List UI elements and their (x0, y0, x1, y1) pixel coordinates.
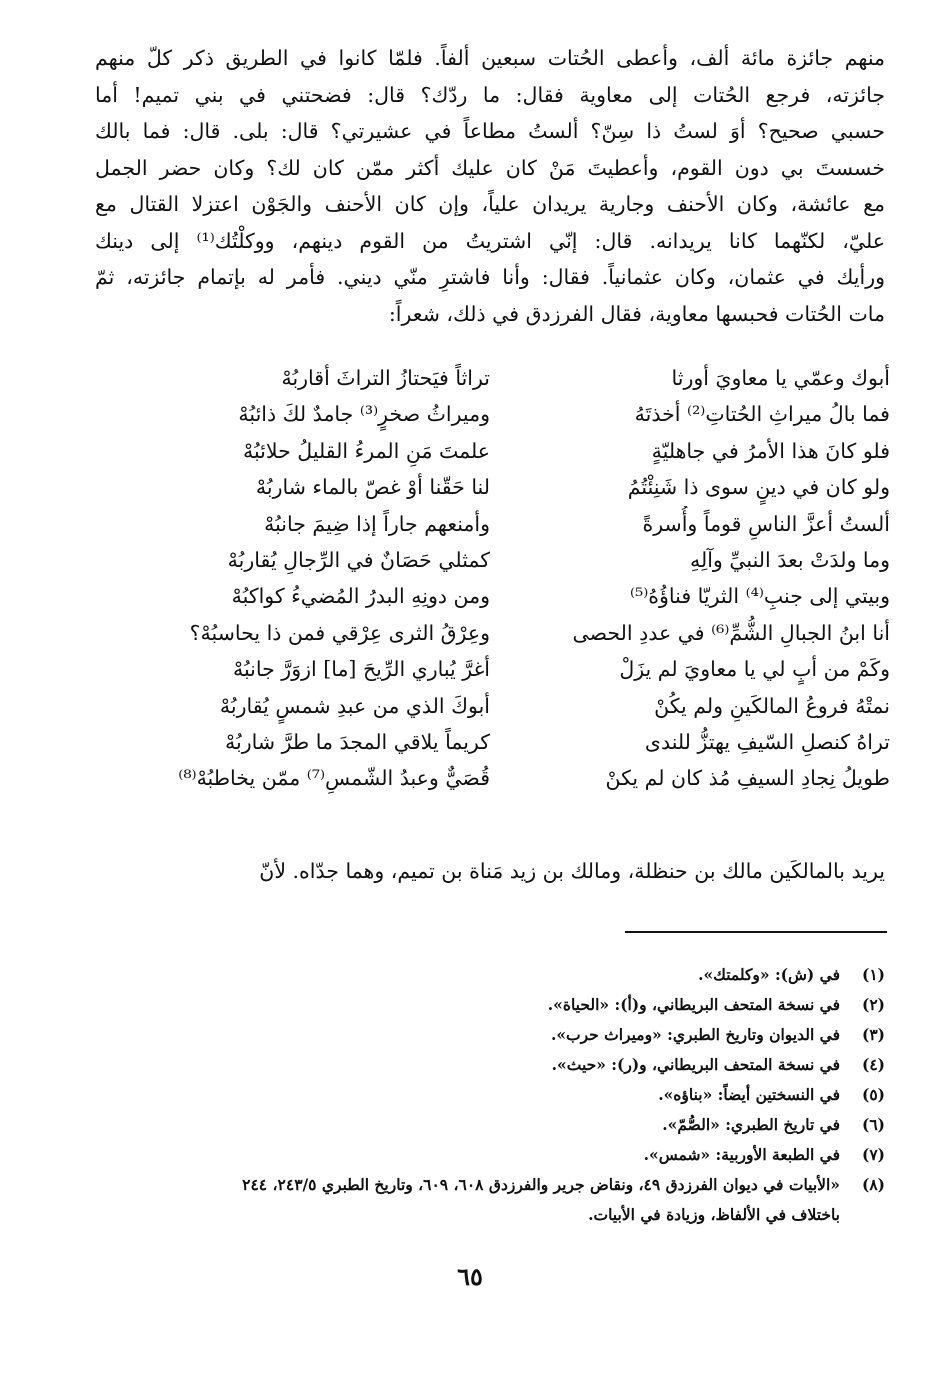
footnote-text: «الأبيات في ديوان الفرزدق ٤٩، ونقاض جرير والفرزدق ٦٠٨، ٦٠٩، وتاريخ الطبري ٢٤٣/٥، ٢٤٤ (242, 1175, 840, 1194)
poem-verse (130, 651, 890, 687)
footnote-text: في الديوان وتاريخ الطبري: «وميراث حرب». (550, 1025, 840, 1044)
prose-line: حسبي صحيح؟ أوَ لستُ ذا سِنّ؟ ألستُ مطاعاً في عشيرتي؟ قال: بلى. قال: فما بالك (95, 119, 885, 143)
verse-first-hemistich: نمتْهُ فروعُ المالكَينِ ولم يكُنْ (654, 693, 890, 718)
poem-verse (130, 760, 890, 796)
poem-verse (130, 615, 890, 651)
verse-first-hemistich: وما ولدَتْ بعدَ النبيِّ وآلِهِ (690, 547, 890, 572)
poem-verse (130, 724, 890, 760)
footnote-number: (٥) (861, 1085, 885, 1104)
verse-second-hemistich: وأمنعهم جاراً إذا ضِيمَ جانبُهْ (264, 511, 490, 536)
poem-verse (130, 396, 890, 432)
footnote-number: (٢) (861, 995, 885, 1014)
verse-first-hemistich: تراهُ كنصلِ السّيفِ يهتزُّ للندى (644, 729, 890, 754)
prose-paragraph (95, 40, 885, 332)
poem-verse (130, 542, 890, 578)
verse-first-hemistich: فما بالُ ميراثِ الحُتاتِ⁽²⁾ أخذتَهُ (634, 402, 890, 427)
verse-second-hemistich: أبوكَ الذي من عبدِ شمسٍ يُقاربُهْ (219, 693, 490, 718)
footnotes (80, 960, 885, 1230)
footnote-number: (١) (861, 965, 885, 984)
closing-prose-line: يريد بالمالكَين مالك بن حنظلة، ومالك بن زيد مَناة بن تميم، وهما جدّاه. لأنّ (259, 859, 885, 883)
prose-line: مات الحُتات فحبسها معاوية، فقال الفرزدق في ذلك، شعراً: (388, 301, 885, 326)
verse-second-hemistich: أغرَّ يُباري الرِّيحَ [ما] ازوَرَّ جانبُهْ (232, 657, 490, 682)
verse-second-hemistich: لنا حَقّنا أوْ غصّ بالماء شاربُهْ (255, 475, 490, 500)
prose-line: عليّ، لكنّهما كانا يريدانه. قال: إنّي اشتريتُ من القوم دينهم، ووكلْتُك⁽¹⁾ إلى دينك (95, 228, 885, 253)
prose-line: مع عائشة، وكان الأحنف وجارية يريدان علياً، وإن كان الأحنف والجَوْن اعتزلا القتال مع (95, 192, 885, 216)
footnote-number: (٧) (861, 1145, 885, 1164)
verse-second-hemistich: علمتَ مَنِ المرءُ القليلُ حلائبُهْ (243, 438, 490, 463)
footnote-text: في النسختين أيضاً: «بناؤه». (658, 1085, 840, 1104)
footnote (80, 1080, 885, 1110)
verse-first-hemistich: ألستُ أعزَّ الناسِ قوماً وأُسرةً (642, 511, 890, 536)
prose-line: ورأيك في عثمان، وكان عثمانياً. فقال: وأنا فاشترِ منّي ديني. فأمر له بإتمام جائزته، ثمّ (95, 265, 885, 289)
footnote-number (840, 1200, 885, 1230)
verse-second-hemistich: كمثلي حَصَانٌ في الرِّجالِ يُقاربُهْ (227, 547, 490, 572)
footnote-separator (625, 931, 887, 933)
footnote-text: في الطبعة الأوربية: «شمس». (643, 1145, 840, 1164)
footnote-number: (٣) (861, 1025, 885, 1044)
verse-first-hemistich: أنا ابنُ الجبالِ الشُّمِّ⁽⁶⁾ في عددِ الحصى (572, 620, 890, 645)
footnote (80, 960, 885, 990)
verse-second-hemistich: وعِرْقُ الثرى عِرْقي فمن ذا يحاسبُهْ؟ (189, 620, 490, 645)
verse-first-hemistich: فلو كانَ هذا الأمرُ في جاهليّةٍ (651, 438, 890, 463)
verse-first-hemistich: وكَمْ من أبٍ لي يا معاويَ لم يزَلْ (619, 657, 890, 682)
poem-verse (130, 688, 890, 724)
poem-verse (130, 433, 890, 469)
verse-second-hemistich: ومن دونِهِ البدرُ المُضيءُ كواكبُهْ (231, 584, 490, 609)
page-number: ٦٥ (457, 1262, 483, 1291)
footnote-text: في نسخة المتحف البريطاني، و(ر): «حيث». (551, 1055, 840, 1074)
footnote-number: (٤) (861, 1055, 885, 1074)
poem-verse (130, 506, 890, 542)
footnote-number: (٦) (861, 1115, 885, 1134)
prose-line: جائزته، فرجع الحُتات إلى معاوية فقال: ما ردّك؟ قال: فضحتني في بني تميم! أما (95, 82, 885, 107)
prose-line: منهم جائزة مائة ألف، وأعطى الحُتات سبعين ألفاً. فلمّا كانوا في الطريق ذكر كلّ منهم (95, 46, 885, 70)
footnote (80, 1170, 885, 1200)
verse-second-hemistich: وميراثُ صخرٍ⁽³⁾ جامدٌ لكَ ذائبُهْ (238, 402, 490, 427)
verse-second-hemistich: قُصَيٌّ وعبدُ الشّمسِ⁽⁷⁾ ممّن يخاطبُهْ⁽⁸⁾ (178, 766, 490, 791)
verse-second-hemistich: كريماً يلاقي المجدَ ما طرَّ شاربُهْ (225, 729, 490, 754)
poem-verse (130, 578, 890, 614)
poem (130, 360, 890, 797)
footnote (80, 990, 885, 1020)
footnote (80, 1050, 885, 1080)
verse-first-hemistich: ولو كان في دينٍ سوى ذا شَنِئْتُمُ (627, 475, 890, 500)
poem-verse (130, 360, 890, 396)
footnote (80, 1110, 885, 1140)
footnote-text: في نسخة المتحف البريطاني، و(أ): «الحياة». (547, 995, 840, 1014)
footnote-continuation (80, 1200, 885, 1230)
prose-line: خسستَ بي دون القوم، وأعطيتَ مَنْ كان عليك أكثر ممّن كان لك؟ وكان حضر الجمل (95, 155, 885, 180)
footnote-text: في تاريخ الطبري: «الصُّمّ». (662, 1115, 840, 1134)
footnote (80, 1140, 885, 1170)
poem-verse (130, 469, 890, 505)
footnote (80, 1020, 885, 1050)
verse-second-hemistich: تراثاً فيَحتازُ التراثَ أقاربُهْ (281, 366, 490, 390)
footnote-text: باختلاف في الألفاظ، وزيادة في الأبيات. (588, 1205, 840, 1224)
footnote-number: (٨) (861, 1175, 885, 1194)
verse-first-hemistich: أبوك وعمّي يا معاويَ أورثا (671, 366, 890, 390)
footnote-text: في (ش): «وكلمتك». (698, 965, 840, 984)
verse-first-hemistich: وبيتي إلى جنبِ⁽⁴⁾ الثريّا فناؤُهُ⁽⁵⁾ (629, 584, 890, 609)
verse-first-hemistich: طويلُ نِجادِ السيفِ مُذ كان لم يكنْ (605, 766, 890, 791)
